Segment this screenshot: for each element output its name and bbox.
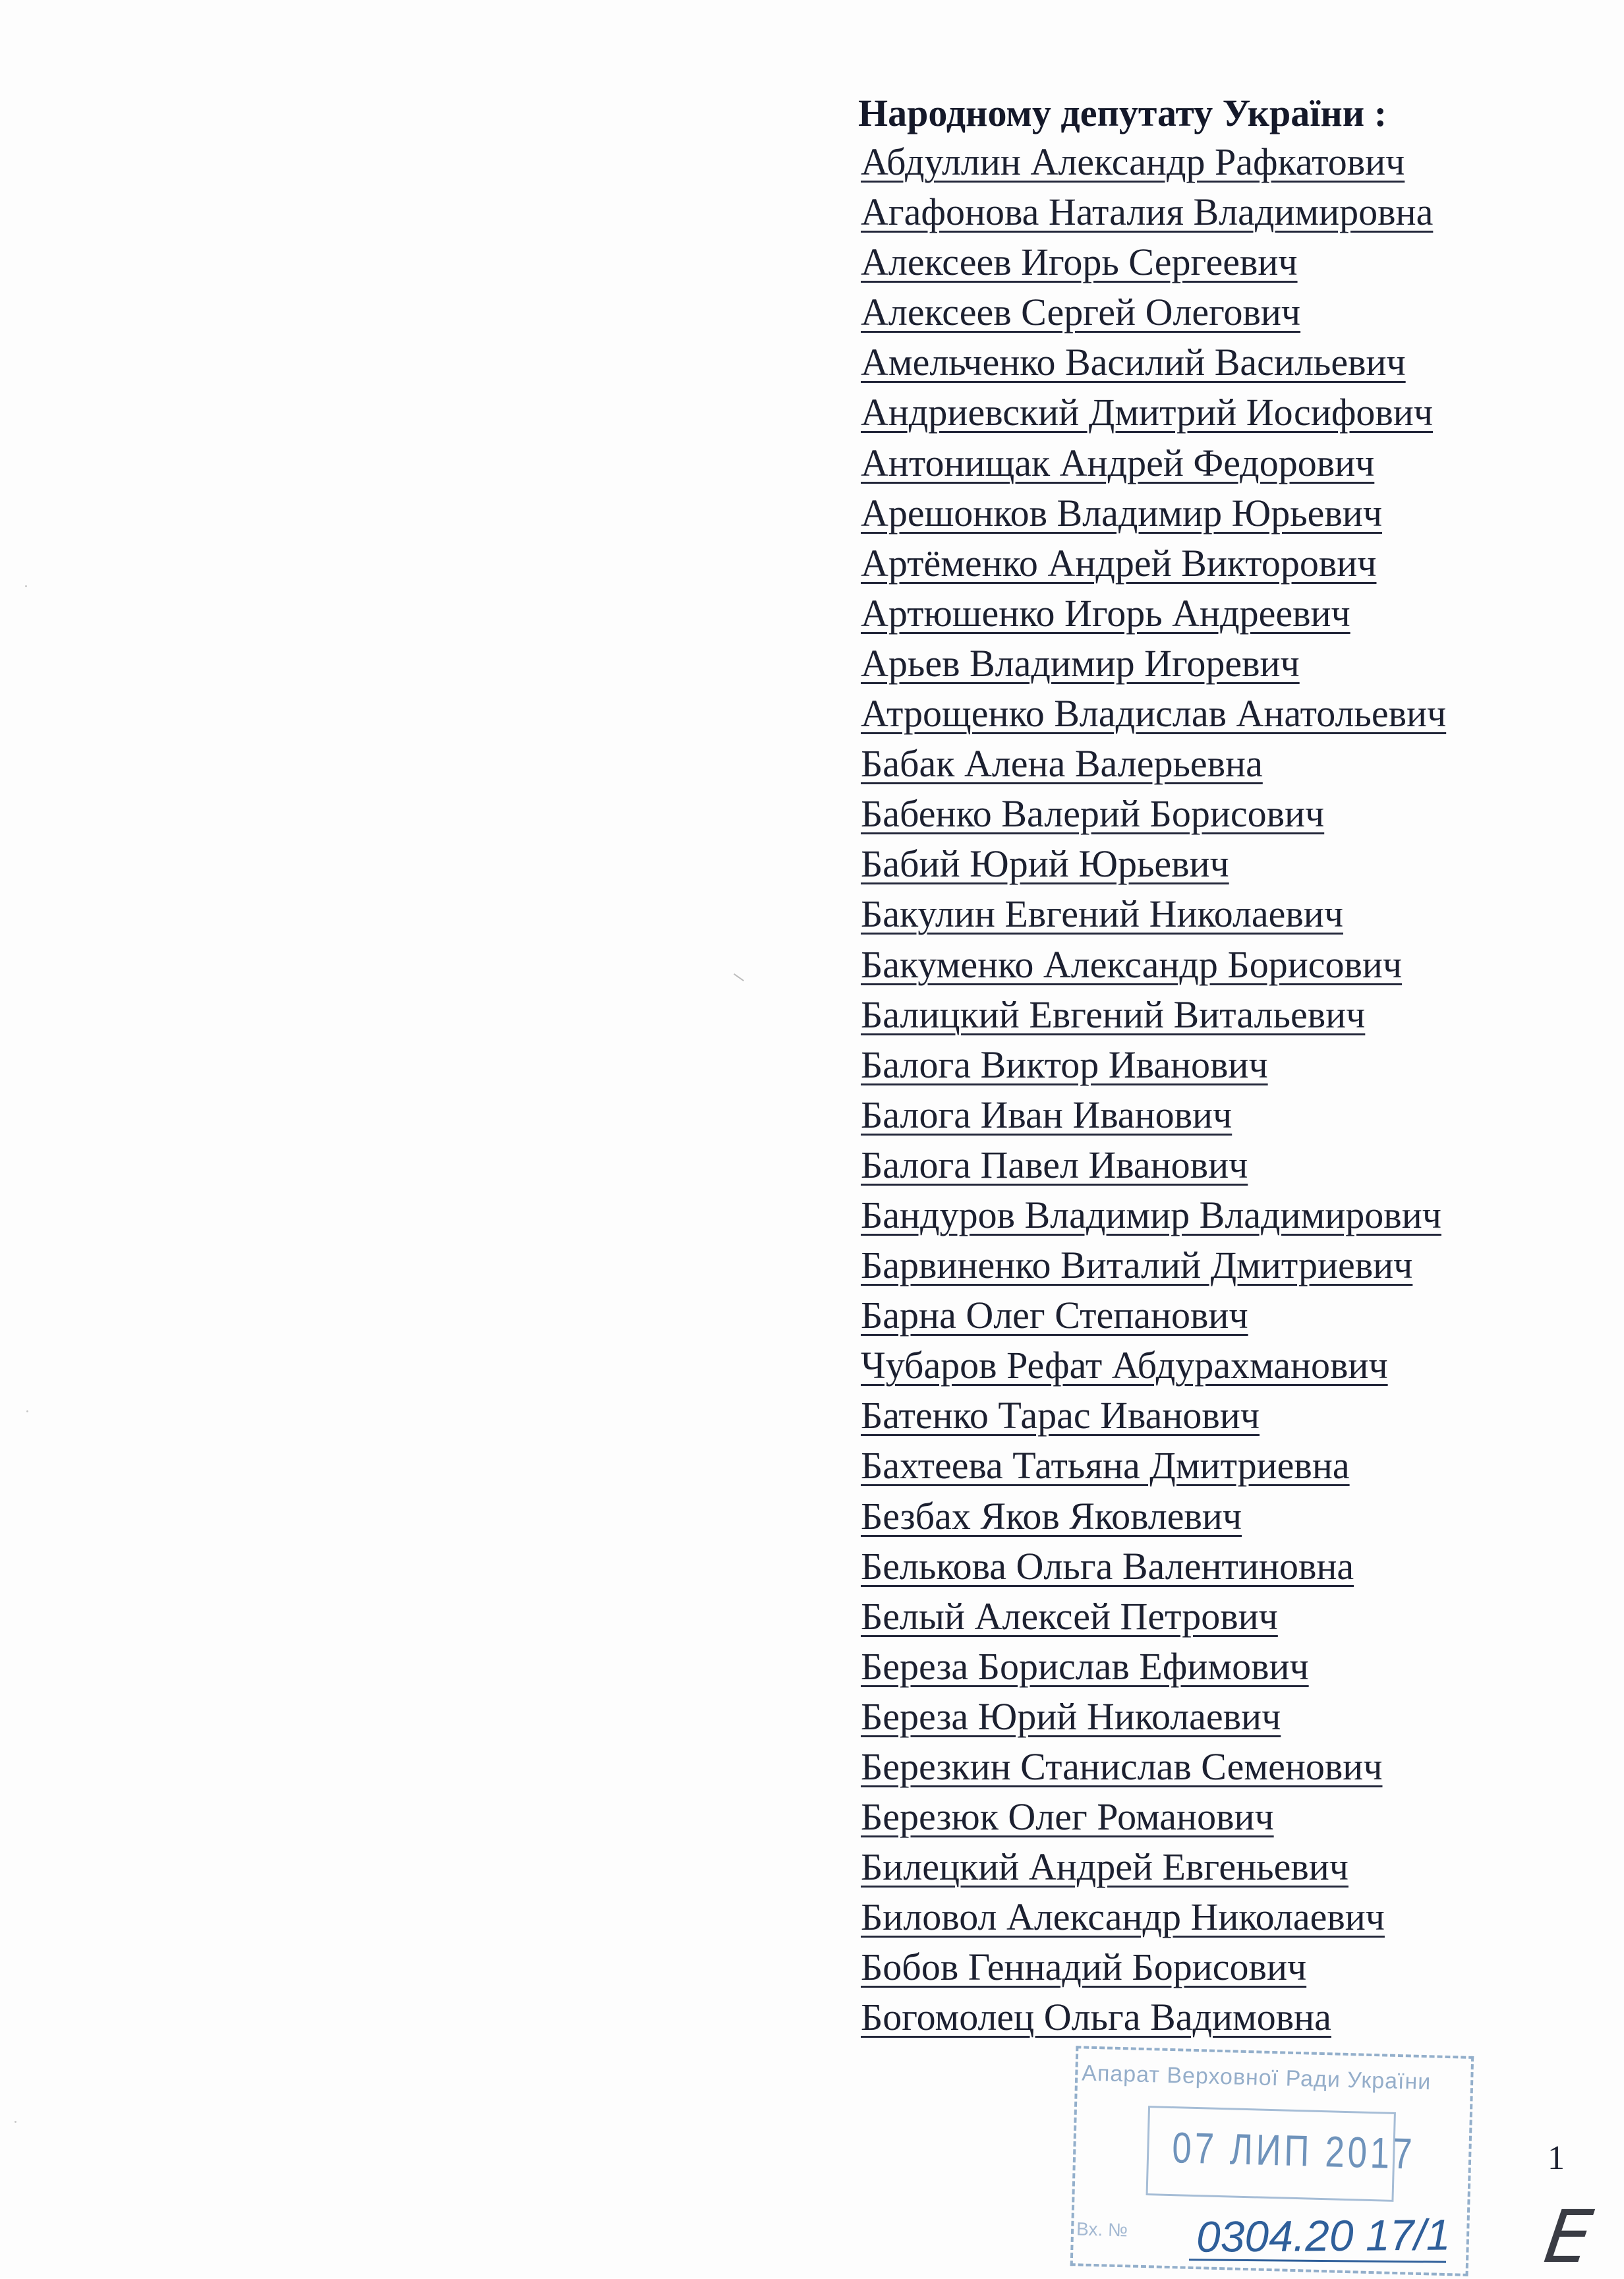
deputy-name: Бобов Геннадий Борисович — [861, 1946, 1307, 1989]
deputy-name: Абдуллин Александр Рафкатович — [861, 140, 1405, 183]
deputy-name-item — [861, 1090, 1446, 1140]
deputy-name-item — [861, 589, 1446, 639]
deputy-name-item — [861, 438, 1446, 488]
deputy-name: Бандуров Владимир Владимирович — [861, 1193, 1441, 1236]
deputy-name-item — [861, 1692, 1446, 1742]
deputy-name: Бабак Алена Валерьевна — [861, 742, 1263, 786]
page-number: 1 — [1548, 2139, 1565, 2177]
deputy-name-item — [861, 287, 1446, 337]
deputy-name: Агафонова Наталия Владимировна — [861, 190, 1434, 234]
deputy-name: Богомолец Ольга Вадимовна — [861, 1996, 1331, 2039]
deputy-name: Балога Павел Иванович — [861, 1143, 1248, 1186]
deputy-name-item — [861, 839, 1446, 889]
deputy-name: Белый Алексей Петрович — [861, 1594, 1278, 1638]
deputy-name: Балога Виктор Иванович — [861, 1043, 1268, 1086]
deputy-name: Бабенко Валерий Борисович — [861, 792, 1325, 836]
deputy-name-item — [861, 1190, 1446, 1240]
deputy-name: Береза Борислав Ефимович — [861, 1644, 1309, 1688]
deputy-name-item — [861, 1942, 1446, 1992]
deputy-name-item — [861, 538, 1446, 589]
deputy-name-item — [861, 1542, 1446, 1592]
deputy-name: Балицкий Евгений Витальевич — [861, 993, 1366, 1036]
addressee-heading: Народному депутату України : — [858, 92, 1387, 134]
scan-artifact — [14, 2121, 16, 2123]
deputy-name-item — [861, 137, 1446, 187]
deputy-name-item — [861, 639, 1446, 689]
deputy-name: Белькова Ольга Валентиновна — [861, 1544, 1354, 1588]
deputy-name: Артюшенко Игорь Андреевич — [861, 591, 1350, 635]
deputy-name-item — [861, 990, 1446, 1040]
deputy-name-item — [861, 1140, 1446, 1190]
deputy-name-item — [861, 889, 1446, 939]
handwritten-corner-mark: Е — [1540, 2195, 1598, 2279]
deputy-name: Биловол Александр Николаевич — [861, 1895, 1385, 1939]
deputy-name: Бахтеева Татьяна Дмитриевна — [861, 1444, 1350, 1487]
deputy-name-item — [861, 1742, 1446, 1792]
stamp-prefix: Вх. № — [1076, 2218, 1128, 2241]
deputy-name: Алексеев Сергей Олегович — [861, 291, 1301, 334]
deputy-name-item — [861, 187, 1446, 237]
deputy-name: Безбах Яков Яковлевич — [861, 1494, 1242, 1538]
deputy-name: Атрощенко Владислав Анатольевич — [861, 692, 1447, 736]
deputy-name-item — [861, 337, 1446, 388]
deputy-name-item — [861, 1842, 1446, 1892]
deputy-name: Артёменко Андрей Викторович — [861, 541, 1377, 585]
deputy-name: Березюк Олег Романович — [861, 1795, 1274, 1839]
deputy-name: Андриевский Дмитрий Иосифович — [861, 391, 1433, 434]
deputy-name: Береза Юрий Николаевич — [861, 1694, 1281, 1738]
deputy-name: Амельченко Василий Васильевич — [861, 341, 1406, 384]
deputy-name-item — [861, 1992, 1446, 2042]
deputy-name: Балога Иван Иванович — [861, 1093, 1232, 1136]
stamp-organization: Апарат Верховної Ради України — [1081, 2060, 1432, 2095]
stamp-registration-number: 0304.20 17/1 — [1196, 2210, 1451, 2261]
registration-stamp — [1070, 2046, 1471, 2274]
deputy-name-item — [861, 739, 1446, 789]
stamp-date: 07 ЛИП 2017 — [1171, 2123, 1416, 2178]
deputy-name: Барна Олег Степанович — [861, 1294, 1248, 1337]
deputy-name: Бакулин Евгений Николаевич — [861, 892, 1343, 936]
deputy-name-item — [861, 1792, 1446, 1842]
deputy-name-item — [861, 1240, 1446, 1290]
deputy-name-item — [861, 1892, 1446, 1942]
deputy-name-item — [861, 1491, 1446, 1542]
deputy-name-item — [861, 488, 1446, 538]
deputy-name: Антонищак Андрей Федорович — [861, 441, 1375, 484]
deputy-name: Барвиненко Виталий Дмитриевич — [861, 1244, 1413, 1287]
deputy-name-item — [861, 1341, 1446, 1391]
deputy-name-item — [861, 789, 1446, 839]
deputy-name-item — [861, 1592, 1446, 1642]
deputy-name-item — [861, 1441, 1446, 1491]
deputy-name: Арьев Владимир Игоревич — [861, 641, 1300, 685]
deputy-name: Батенко Тарас Иванович — [861, 1394, 1260, 1437]
scan-artifact — [26, 1410, 28, 1412]
deputy-name-item — [861, 940, 1446, 990]
deputy-name: Арешонков Владимир Юрьевич — [861, 491, 1383, 534]
deputy-name: Билецкий Андрей Евгеньевич — [861, 1845, 1348, 1889]
scan-artifact — [25, 585, 27, 587]
deputy-name-item — [861, 388, 1446, 438]
deputy-name: Бабий Юрий Юрьевич — [861, 842, 1229, 886]
deputy-name: Березкин Станислав Семенович — [861, 1745, 1383, 1788]
deputy-name-item — [861, 1040, 1446, 1090]
deputy-name-item — [861, 1290, 1446, 1341]
deputy-name-item — [861, 237, 1446, 287]
deputy-name: Алексеев Игорь Сергеевич — [861, 241, 1298, 284]
deputy-name-item — [861, 689, 1446, 739]
scan-artifact — [734, 973, 744, 981]
deputy-name-item — [861, 1391, 1446, 1441]
deputy-name-list — [861, 137, 1446, 2043]
deputy-name: Чубаров Рефат Абдурахманович — [861, 1344, 1388, 1387]
deputy-name-item — [861, 1642, 1446, 1692]
deputy-name: Бакуменко Александр Борисович — [861, 942, 1403, 986]
